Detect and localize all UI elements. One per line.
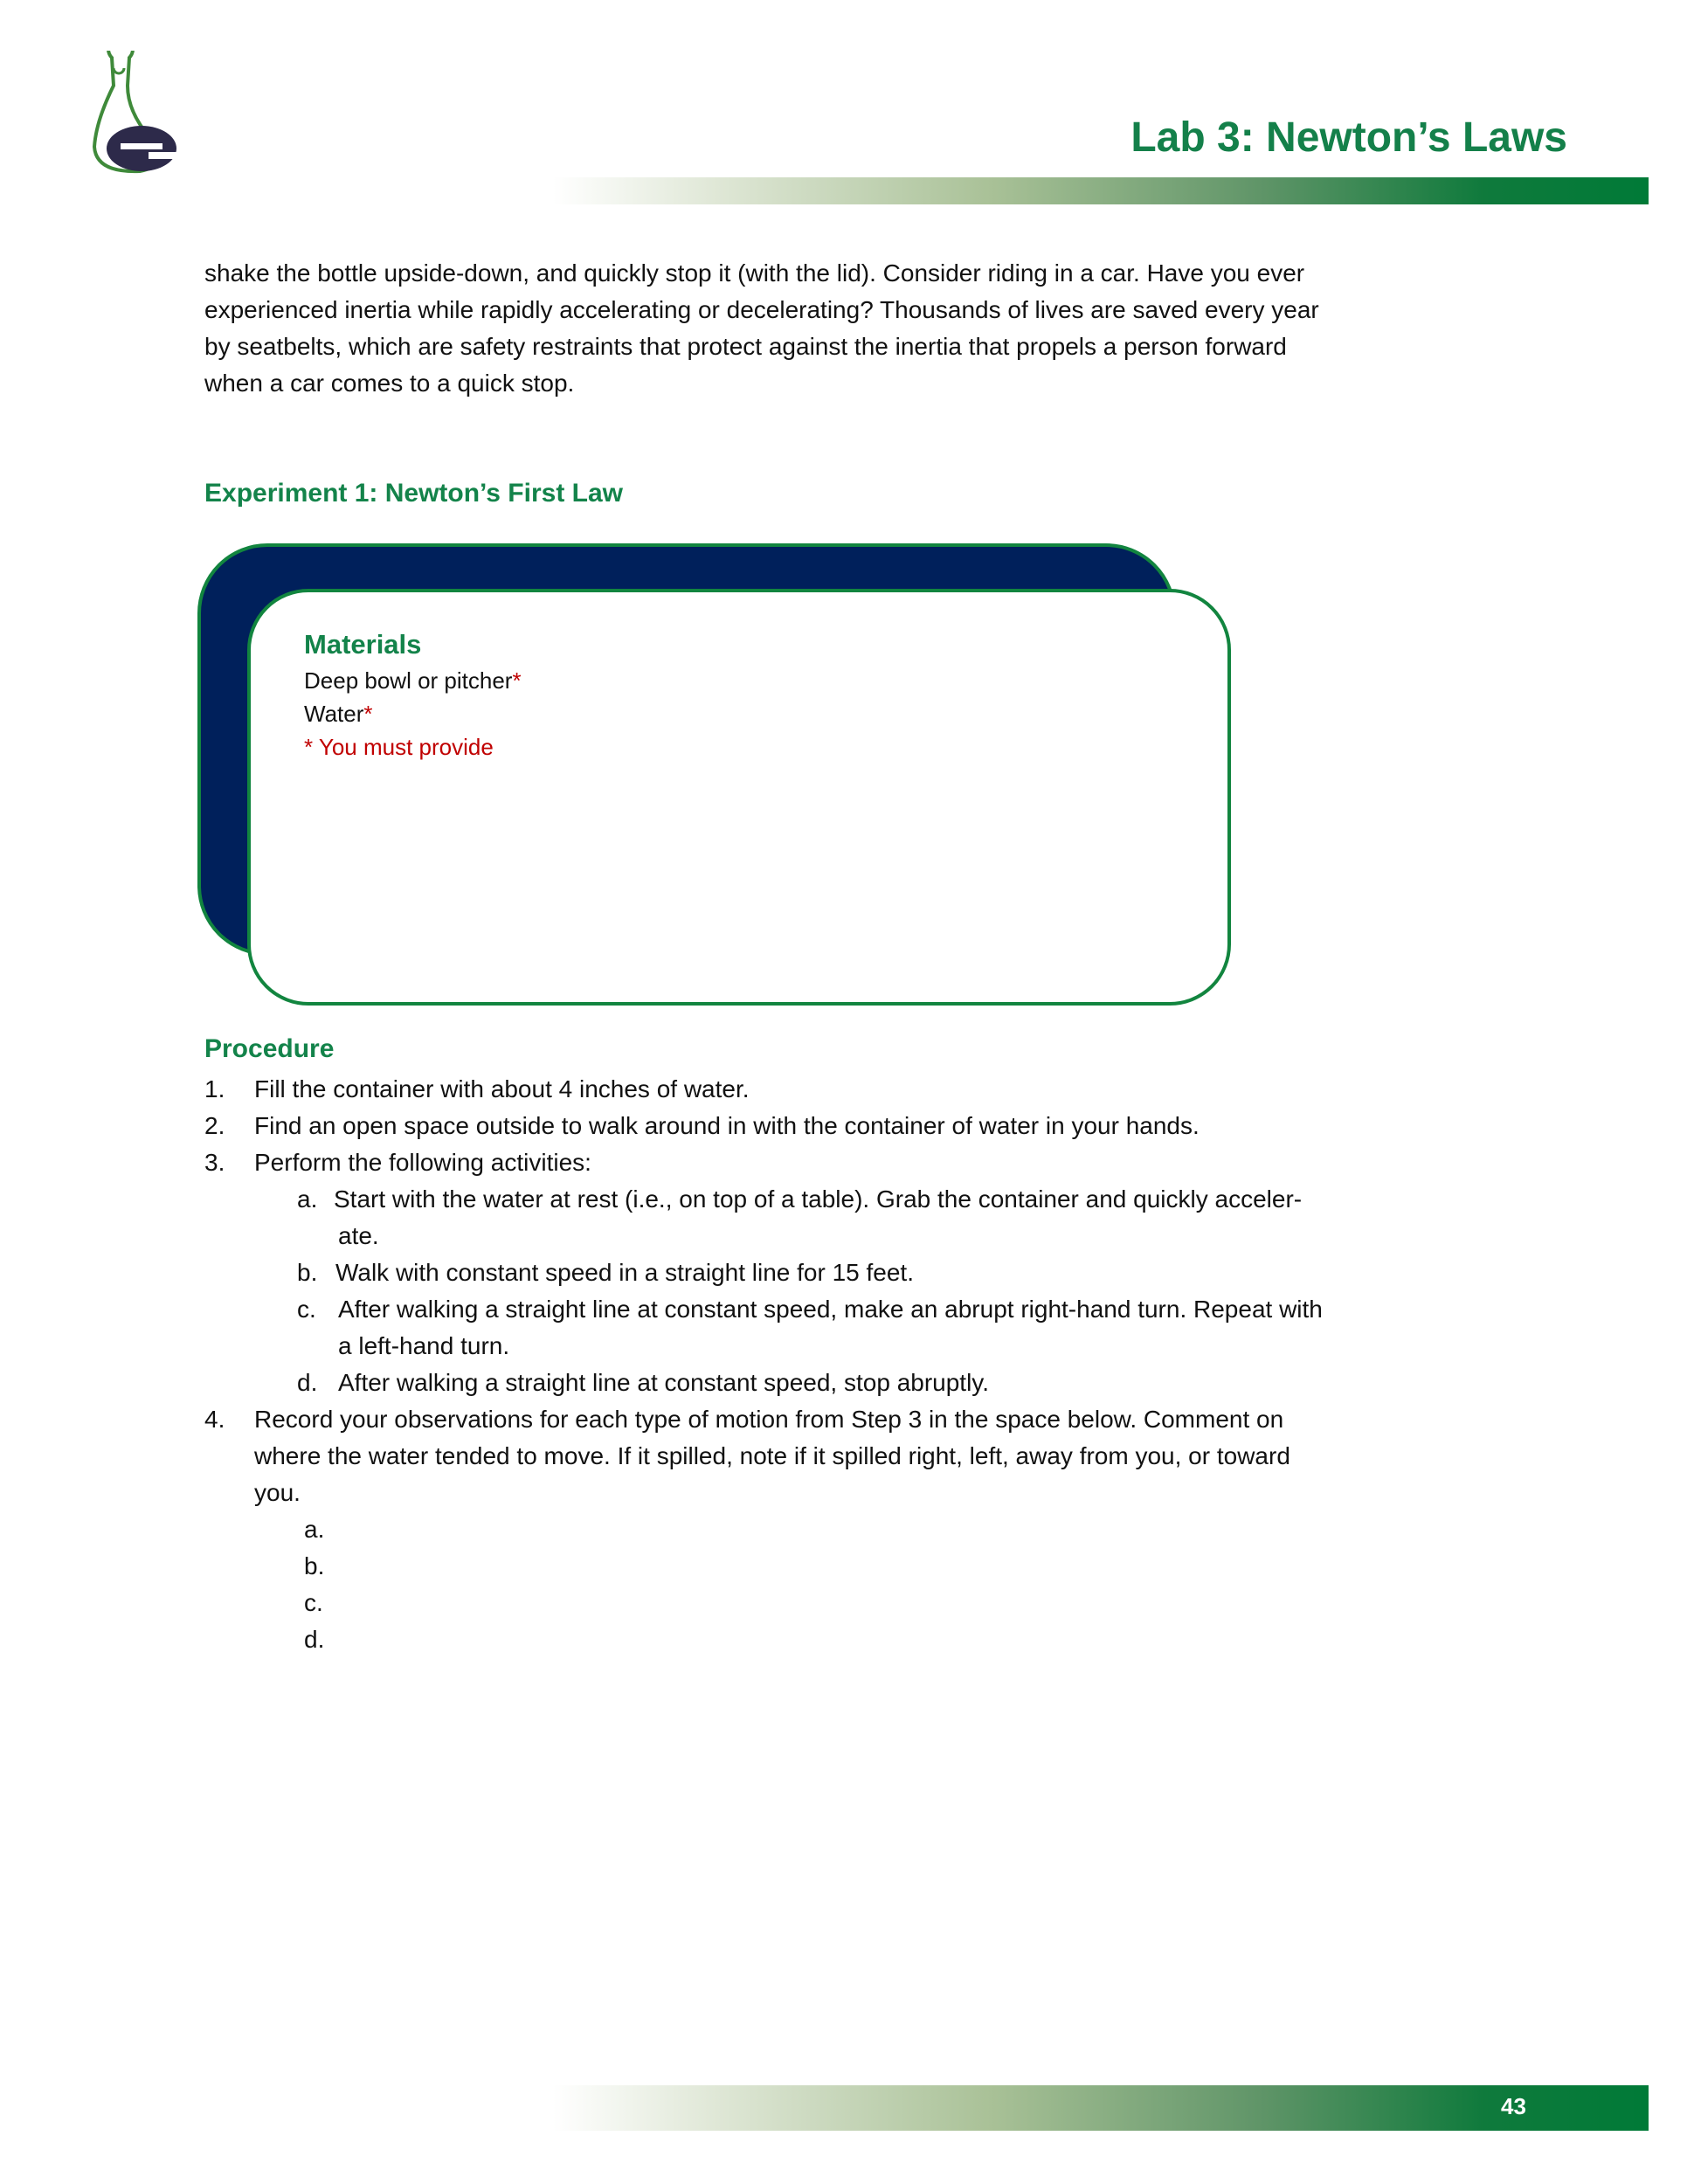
substep-number: c. — [297, 1296, 316, 1323]
materials-note: * You must provide — [304, 734, 494, 760]
answer-label: a. — [304, 1516, 325, 1543]
intro-line: shake the bottle upside-down, and quickly stop it (with the lid). Consider riding in a car. Have you ever — [204, 259, 1305, 287]
materials-item — [304, 701, 373, 728]
substep-number: a. — [297, 1185, 318, 1213]
procedure-heading: Procedure — [204, 1034, 335, 1063]
required-asterisk: * — [512, 667, 522, 694]
step-text: Record your observations for each type of motion from Step 3 in the space below. Comment on — [254, 1406, 1284, 1433]
required-asterisk: * — [363, 701, 373, 727]
intro-line: experienced inertia while rapidly accelerating or decelerating? Thousands of lives are saved every year — [204, 296, 1319, 323]
footer-gradient-bar — [553, 2085, 1649, 2131]
substep-number: b. — [297, 1259, 318, 1286]
step-text: you. — [254, 1479, 301, 1506]
materials-item-label: Water — [304, 701, 364, 727]
page-title: Lab 3: Newton’s Laws — [1130, 114, 1567, 161]
substep-text: Walk with constant speed in a straight line for 15 feet. — [335, 1259, 914, 1286]
step-number: 4. — [204, 1406, 225, 1433]
header-gradient-bar — [553, 177, 1649, 204]
substep-text: ate. — [338, 1222, 379, 1249]
substep-text: After walking a straight line at constant speed, make an abrupt right-hand turn. Repeat with — [338, 1296, 1323, 1323]
step-text: Find an open space outside to walk around in with the container of water in your hands. — [254, 1112, 1200, 1139]
intro-line: when a car comes to a quick stop. — [204, 370, 575, 397]
materials-item-label: Deep bowl or pitcher — [304, 667, 513, 694]
step-number: 1. — [204, 1075, 225, 1102]
intro-line: by seatbelts, which are safety restraints that protect against the inertia that propels a person forward — [204, 333, 1287, 360]
logo-flask-icon — [87, 51, 197, 175]
answer-label: c. — [304, 1589, 323, 1616]
substep-text: a left-hand turn. — [338, 1332, 510, 1359]
substep-text: Start with the water at rest (i.e., on top of a table). Grab the container and quickly acceler- — [334, 1185, 1303, 1213]
step-number: 2. — [204, 1112, 225, 1139]
experiment-heading: Experiment 1: Newton’s First Law — [204, 479, 623, 508]
substep-number: d. — [297, 1369, 318, 1396]
materials-item — [304, 667, 522, 695]
step-text: Fill the container with about 4 inches of water. — [254, 1075, 750, 1102]
answer-label: b. — [304, 1552, 325, 1579]
answer-label: d. — [304, 1626, 325, 1653]
materials-heading: Materials — [304, 629, 422, 660]
page-number: 43 — [1501, 2093, 1526, 2119]
substep-text: After walking a straight line at constant speed, stop abruptly. — [338, 1369, 990, 1396]
step-text: Perform the following activities: — [254, 1149, 591, 1176]
step-text: where the water tended to move. If it spilled, note if it spilled right, left, away from you, or toward — [254, 1442, 1290, 1469]
step-number: 3. — [204, 1149, 225, 1176]
